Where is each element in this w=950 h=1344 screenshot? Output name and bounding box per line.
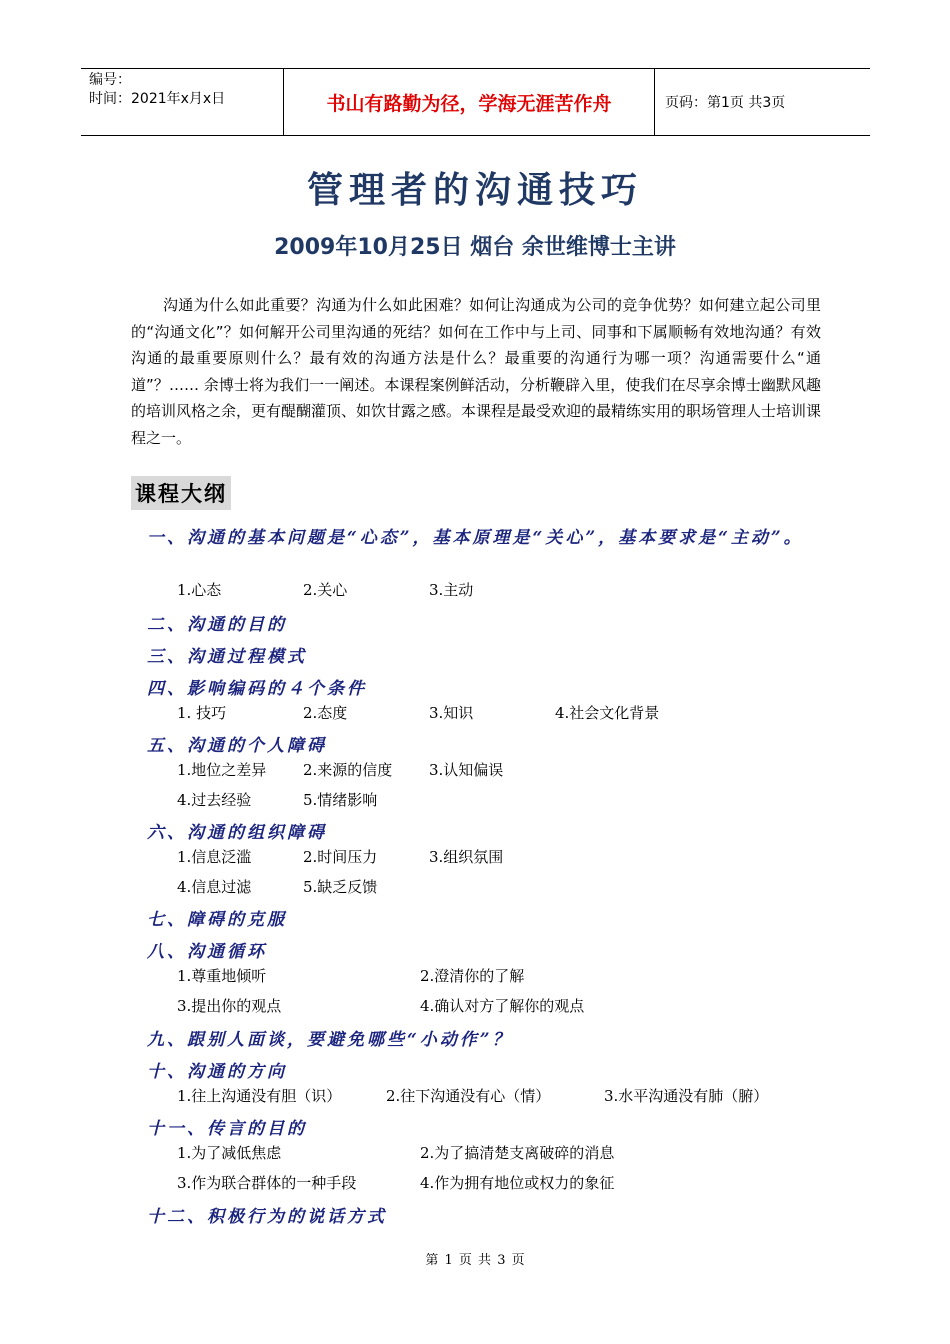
document-title: 管理者的沟通技巧	[306, 169, 643, 211]
intro-paragraph: 沟通为什么如此重要？沟通为什么如此困难？如何让沟通成为公司的竞争优势？如何建立起公司里的“沟通文化”？如何解开公司里沟通的死结？如何在工作中与上司、同事和下属顺畅有效地沟通？有效沟通的最重要原则什么？最有效的沟通方法是什么？最重要的沟通行为哪一项？沟通需要什么“通道”？…… 余博士将为我们一一阐述。本课程案例鲜活动，分析鞭辟入里，使我们在尽享余博士幽默风趣的培训风格之余，更有醍醐灌顶、如饮甘露之感。本课程是最受欢迎的最精练实用的职场管理人士培训课程之一。	[131, 296, 822, 447]
list-item: 4.信息过滤	[177, 878, 252, 896]
list-item: 3.主动	[429, 581, 474, 599]
section-heading-7: 七、障碍的克服	[147, 910, 287, 930]
list-item: 3.知识	[429, 704, 474, 722]
list-item: 3.组织氛围	[429, 848, 504, 866]
list-item: 5.情绪影响	[303, 791, 378, 809]
section-heading-1: 一、沟通的基本问题是“心态”，基本原理是“关心”，基本要求是“主动”。	[147, 528, 804, 548]
list-item: 2.往下沟通没有心（情）	[386, 1087, 551, 1105]
list-item: 3.提出你的观点	[177, 997, 282, 1015]
list-item: 3.水平沟通没有肺（腑）	[604, 1087, 769, 1105]
list-item: 1. 技巧	[177, 704, 227, 722]
header-motto: 书山有路勤为径，学海无涯苦作舟	[284, 69, 655, 135]
list-item: 4.作为拥有地位或权力的象征	[420, 1174, 615, 1192]
section-heading-4: 四、影响编码的４个条件	[147, 679, 367, 699]
section-heading-2: 二、沟通的目的	[147, 615, 287, 635]
time-label: 时间：2021年x月x日	[89, 91, 226, 107]
list-item: 1.为了减低焦虑	[177, 1144, 282, 1162]
section-heading-11: 十一、传言的目的	[147, 1119, 307, 1139]
header-page-info: 页码：第1页 共3页	[665, 95, 786, 111]
header-table	[81, 68, 870, 136]
list-item: 3.认知偏误	[429, 761, 504, 779]
list-item: 3.作为联合群体的一种手段	[177, 1174, 357, 1192]
list-item: 4.确认对方了解你的观点	[420, 997, 585, 1015]
list-item: 4.社会文化背景	[555, 704, 660, 722]
page-footer: 第 1 页 共 3 页	[425, 1253, 525, 1268]
list-item: 1.往上沟通没有胆（识）	[177, 1087, 342, 1105]
section-heading-9: 九、跟别人面谈，要避免哪些“小动作”？	[147, 1030, 513, 1050]
section-heading-3: 三、沟通过程模式	[147, 647, 307, 667]
header-left-cell	[81, 69, 284, 135]
list-item: 1.尊重地倾听	[177, 967, 267, 985]
list-item: 2.态度	[303, 704, 348, 722]
section-heading-12: 十二、积极行为的说话方式	[147, 1207, 387, 1227]
section-heading-5: 五、沟通的个人障碍	[147, 736, 327, 756]
list-item: 2.为了搞清楚支离破碎的消息	[420, 1144, 615, 1162]
list-item: 5.缺乏反馈	[303, 878, 378, 896]
section-heading-8: 八、沟通循环	[147, 942, 267, 962]
list-item: 1.心态	[177, 581, 222, 599]
outline-heading: 课程大纲	[131, 476, 231, 510]
list-item: 1.地位之差异	[177, 761, 267, 779]
number-label: 编号：	[89, 72, 131, 88]
document-subtitle: 2009年10月25日 烟台 余世维博士主讲	[274, 235, 676, 260]
list-item: 2.关心	[303, 581, 348, 599]
list-item: 2.澄清你的了解	[420, 967, 525, 985]
list-item: 2.来源的信度	[303, 761, 393, 779]
section-heading-6: 六、沟通的组织障碍	[147, 823, 327, 843]
section-heading-10: 十、沟通的方向	[147, 1062, 287, 1082]
list-item: 2.时间压力	[303, 848, 378, 866]
list-item: 1.信息泛滥	[177, 848, 252, 866]
list-item: 4.过去经验	[177, 791, 252, 809]
